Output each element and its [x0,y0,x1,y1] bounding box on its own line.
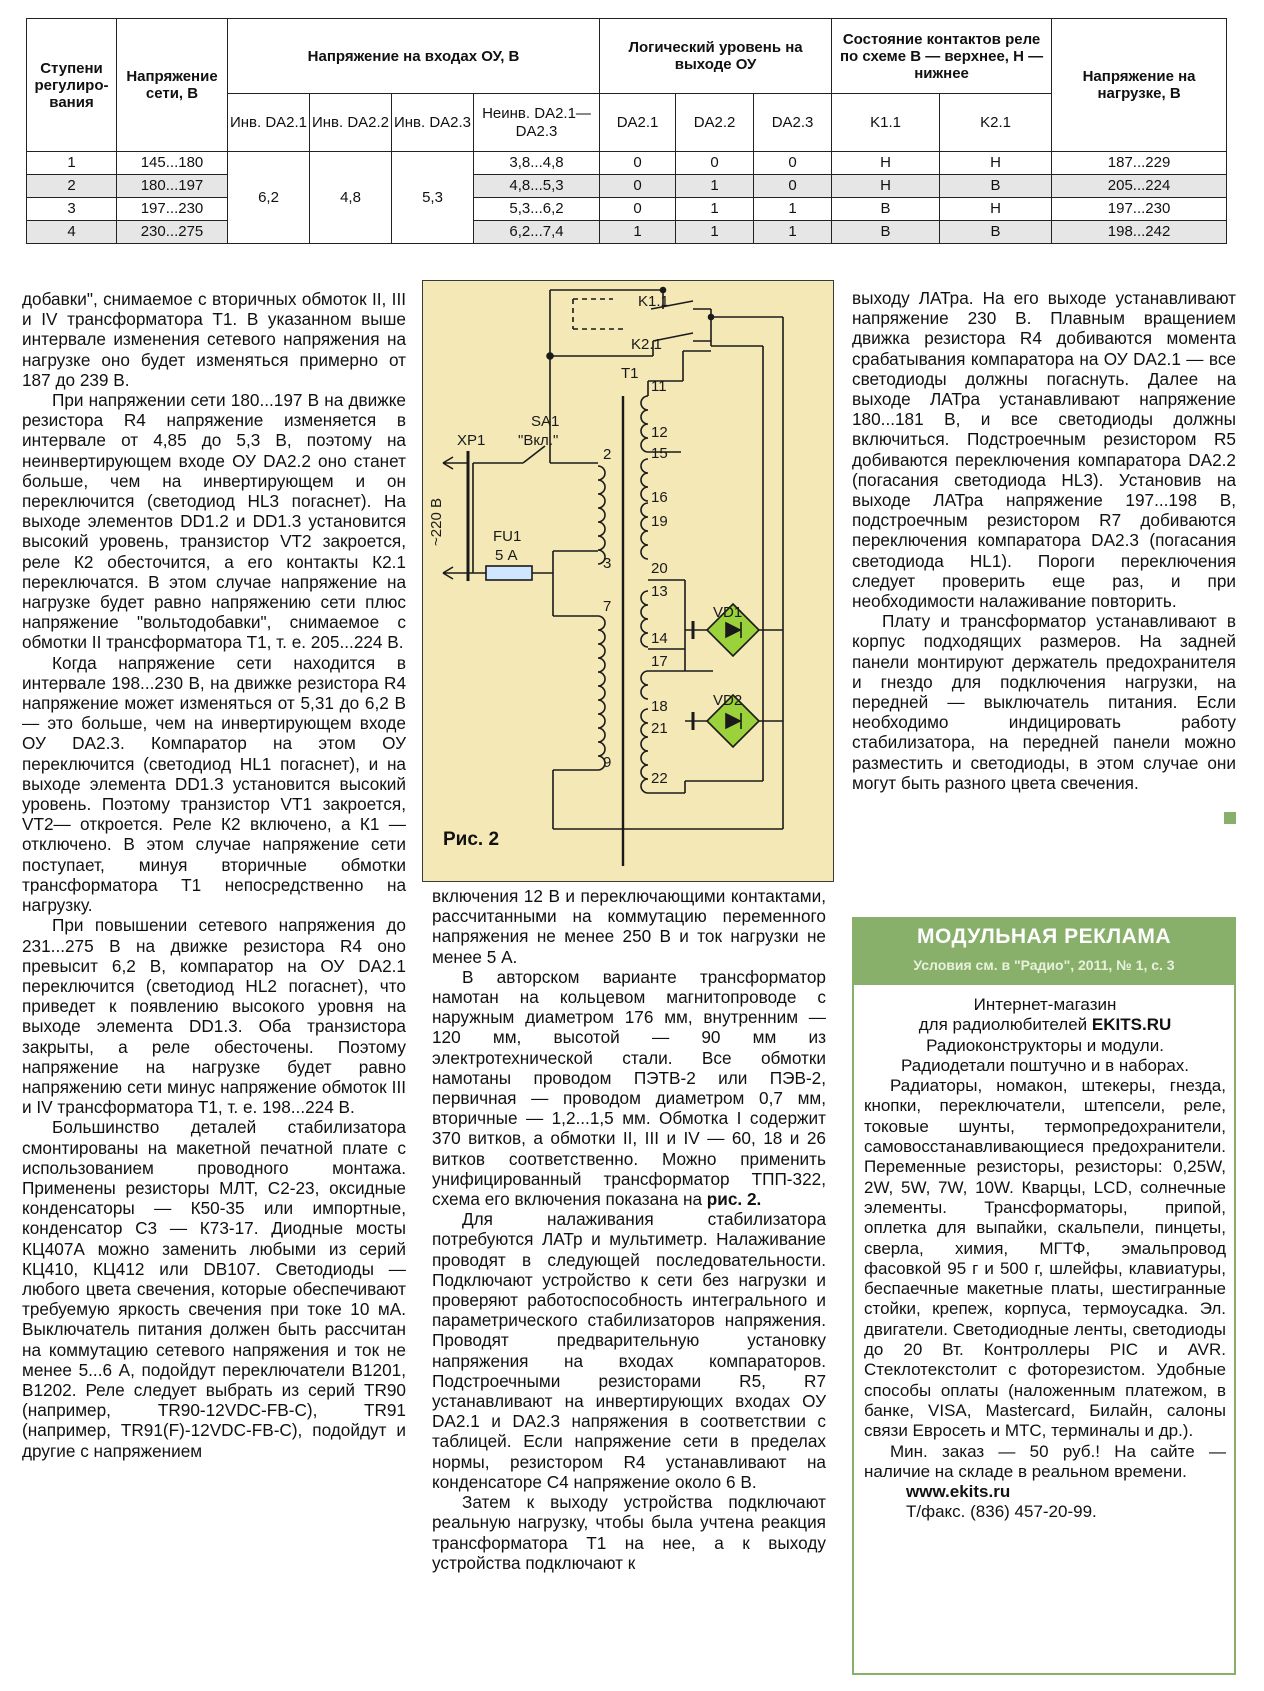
cell-mains: 180...197 [117,175,228,198]
fuse-fu1 [486,566,532,580]
ad-contacts [864,1482,1226,1502]
cell-mains: 197...230 [117,198,228,221]
figure-caption: Рис. 2 [443,829,500,850]
cell-da23: 0 [754,175,832,198]
header-contacts: Состояние контактов реле по схеме В — верхнее, Н — нижнее [832,19,1052,94]
paragraph: включения 12 В и переключающими контактами, рассчитанными на коммутацию переменного напряжения не менее 250 В и ток нагрузки не менее 5 А. [432,886,826,967]
pin-label: 13 [651,583,668,600]
cell-inv-da21: 6,2 [228,152,310,244]
ad-conditions: Условия см. в "Радио", 2011, № 1, с. 3 [913,957,1175,973]
figure-2 [422,280,834,882]
ad-line-text: для радиолюбителей [918,1015,1092,1035]
text-column-2 [432,886,826,1573]
ad-block [852,917,1236,1677]
header-load: Напряжение на нагрузке, В [1052,19,1227,152]
ad-paragraph: Радиаторы, номакон, штекеры, гнезда, кнопки, переключатели, штепсели, реле, токовые шунты, термопредохранители, самовосстанавливающиеся предохранители. Переменные резисторы, резисторы: 0,25W, 2W, 5W, 7W, 10W. Кварцы, LCD, солнечные элементы. Трансформаторы, припой, оплетка для выпайки, скальпели, пинцеты, сверла, химия, МГТФ, эмальпровод фасовкой 95 г и 500 г, шлейфы, клавиатуры, беспаечные макетные платы, шестигранные стойки, крепеж, корпуса, термоусадка. Эл. двигатели. Светодиодные ленты, светодиоды до 20 Вт. Контроллеры PIC и AVR. Стеклотекстолит с фоторезистом. Удобные способы оплаты (наложенным платежом, в банке, VISA, Mastercard, Билайн, салоны связи Евросеть и МТС, терминалы и др.). [864,1076,1226,1441]
paragraph [432,967,826,1209]
paragraph: Затем к выходу устройства подключают реальную нагрузку, чтобы была учтена реакция трансформатора Т1 на нее, а к выходу устройства подключают к [432,1492,826,1573]
ad-line: Радиодетали поштучно и в наборах. [900,1055,1190,1075]
plug-arrow [443,567,468,579]
winding-15-16 [641,459,648,501]
cell-k11: В [832,221,940,244]
subheader-inv-da23: Инв. DA2.3 [392,94,474,152]
label-t1: T1 [621,365,639,382]
label-vd1: VD1 [713,604,743,621]
subheader-da21: DA2.1 [600,94,676,152]
ad-phone: Т/факс. (836) 457-20-99. [906,1502,1097,1522]
cell-load: 187...229 [1052,152,1227,175]
paragraph: Большинство деталей стабилизатора смонтированы на макетной печатной плате с использованием проводного монтажа. Применены резисторы МЛТ, С2-23, оксидные конденсаторы — К50-35 или импортные, конденсатор С3 — К73-17. Диодные мосты КЦ407А можно заменить любыми из серий КЦ410, КЦ412 или DB107. Светодиоды — любого цвета свечения, которые обеспечивают требуемую яркость свечения при токе 10 мА. Выключатель питания должен быть рассчитан на коммутацию сетевого напряжения и ток не менее 5...6 А, подойдут переключатели B1201, B1202. Реле следует выбрать из серий TR90 (например, TR90-12VDC-FB-C), TR91 (например, TR91(F)-12VDC-FB-C), подойдут и другие с напряжением [22,1117,406,1461]
pin-label: 14 [651,630,668,647]
pin-label: 7 [603,598,612,615]
cell-da22: 1 [676,198,754,221]
cell-inv-da23: 5,3 [392,152,474,244]
ad-line: Интернет-магазин [973,995,1117,1014]
cell-da21: 0 [600,152,676,175]
ad-site-link[interactable]: www.ekits.ru [906,1482,1011,1502]
cell-k11: Н [832,152,940,175]
pin-label: 22 [651,770,668,787]
winding-21-22 [641,709,648,793]
cell-k21: В [940,175,1052,198]
junction-dot [709,315,714,320]
circuit-diagram [423,281,833,881]
cell-inv-da22: 4,8 [310,152,392,244]
header-stage: Ступени регулиро-вания [27,19,117,152]
cell-mains: 230...275 [117,221,228,244]
pin-label: 16 [651,489,668,506]
table-row [27,198,1227,221]
cell-k21: Н [940,152,1052,175]
subheader-noninv: Неинв. DA2.1— DA2.3 [474,94,600,152]
cell-da21: 0 [600,198,676,221]
winding-13-14 [641,591,648,647]
label-xp1: XP1 [457,432,486,449]
cell-da22: 0 [676,152,754,175]
table-row [27,221,1227,244]
cell-noninv: 3,8...4,8 [474,152,600,175]
paragraph: Плату и трансформатор устанавливают в корпус подходящих размеров. На задней панели монтируют держатель предохранителя и гнездо для подключения нагрузки, на передней — выключатель питания. Если необходимо индицировать работу стабилизатора, на передней панели можно разместить и светодиоды, в этом случае они могут быть разного цвета свечения. [852,611,1236,793]
ad-header [852,917,1236,985]
cell-noninv: 5,3...6,2 [474,198,600,221]
subheader-da22: DA2.2 [676,94,754,152]
pin-label: 9 [603,754,612,771]
cell-stage: 4 [27,221,117,244]
table-row [27,175,1227,198]
pin-label: 2 [603,446,612,463]
header-logic: Логический уровень на выходе ОУ [600,19,832,94]
paragraph: Для налаживания стабилизатора потребуются ЛАТр и мультиметр. Налаживание проводят в следующей последовательности. Подключают устройство к сети без нагрузки и проверяют работоспособность интегрального и параметрического стабилизаторов напряжения. Проводят предварительную установку напряжения на входах компараторов. Подстроечными резисторами R5, R7 устанавливают на инвертирующих входах ОУ DA2.1 и DA2.3 напряжения в соответствии с таблицей. Если напряжение сети в пределах нормы, резистором R4 устанавливают на конденсаторе С4 напряжение около 6 В. [432,1209,826,1492]
cell-load: 198...242 [1052,221,1227,244]
text-column-3 [852,288,1236,793]
pin-label: 3 [603,555,612,572]
cell-k11: Н [832,175,940,198]
ad-line: Радиоконструкторы и модули. [926,1035,1164,1055]
label-fu-rating: 5 А [495,547,518,564]
table-row [27,152,1227,175]
paragraph: При повышении сетевого напряжения до 231...275 В на движке резистора R4 оно превысит 6,2 В, компаратор на ОУ DA2.1 переключится (светодиод HL2 погаснет), что приведет к появлению высокого уровня на выходе элемента DD1.3. Оба транзистора закрыты, а реле обесточены. Поэтому напряжение на нагрузке будет равно напряжению сети минус напряжение обмоток III и IV трансформатора Т1, т. е. 198...224 В. [22,915,406,1118]
cell-da22: 1 [676,175,754,198]
cell-stage: 3 [27,198,117,221]
header-mains: Напряжение сети, В [117,19,228,152]
text-column-1 [22,289,406,1461]
figure-reference: рис. 2. [706,1189,762,1210]
label-sa1: SA1 [531,413,560,430]
cell-k21: В [940,221,1052,244]
label-220v: ~220 В [428,498,445,546]
plug-arrow [443,457,468,469]
cell-mains: 145...180 [117,152,228,175]
paragraph: добавки", снимаемое с вторичных обмоток II, III и IV трансформатора Т1. В указанном выше интервале изменения сетевого напряжения на нагрузке оно будет изменяться примерно от 187 до 239 В. [22,289,406,390]
ad-brand: EKITS.RU [1091,1015,1172,1035]
pin-label: 21 [651,720,668,737]
paragraph: выходу ЛАТра. На его выходе устанавливают напряжение 230 В. Плавным вращением движка резистора R4 добиваются момента срабатывания компаратора на ОУ DA2.1 — все светодиоды должны погаснуть. Далее на выходе ЛАТра устанавливают напряжение 180...181 В, и все светодиоды должны включиться. Подстроечным резистором R5 добиваются переключения компаратора DA2.2 (погасания светодиода HL3). Установив на выходе ЛАТра напряжение 197...198 В, подстроечным резистором R7 добиваются переключения компаратора DA2.3 (погасания светодиода HL1). Пороги переключения следует проверить еще раз, и при необходимости налаживание повторить. [852,288,1236,612]
paragraph-text: В авторском варианте трансформатор намотан на кольцевом магнитопроводе с наружным диаметром 176 мм, внутренним — 120 мм, высотой — 90 мм из электротехнической стали. Все обмотки намотаны проводом ПЭТВ-2 или ПЭВ-2, первичная — проводом диаметром 0,7 мм, вторичные — 1,2...1,5 мм. Обмотка I содержит 370 витков, а обмотки II, III и IV — 60, 18 и 26 витков соответственно. Можно применить унифицированный трансформатор ТПП-322, схема его включения показана на [432,966,826,1210]
pin-label: 18 [651,698,668,715]
label-fu1: FU1 [493,528,522,545]
winding-19-20 [641,503,648,559]
cell-k21: Н [940,198,1052,221]
cell-da22: 1 [676,221,754,244]
subheader-k11: K1.1 [832,94,940,152]
pin-label: 15 [651,445,668,462]
pin-label: 12 [651,424,668,441]
cell-noninv: 6,2...7,4 [474,221,600,244]
pin-label: 19 [651,513,668,530]
winding-primary [598,466,605,564]
cell-load: 197...230 [1052,198,1227,221]
cell-da21: 0 [600,175,676,198]
ad-title: МОДУЛЬНАЯ РЕКЛАМА [916,925,1171,948]
winding-11-12 [641,396,648,452]
ad-line [864,1015,1226,1035]
subheader-da23: DA2.3 [754,94,832,152]
subheader-inv-da22: Инв. DA2.2 [310,94,392,152]
cell-da23: 1 [754,198,832,221]
subheader-inv-da21: Инв. DA2.1 [228,94,310,152]
cell-da21: 1 [600,221,676,244]
ad-order: Мин. заказ — 50 руб.! На сайте — наличие на складе в реальном времени. [864,1441,1226,1481]
cell-noninv: 4,8...5,3 [474,175,600,198]
header-inputs: Напряжение на входах ОУ, В [228,19,600,94]
winding-7-9 [598,616,605,770]
label-vkl: "Вкл." [518,432,559,449]
pin-label: 17 [651,653,668,670]
paragraph: Когда напряжение сети находится в интервале 198...230 В, на движке резистора R4 напряжение может изменяться от 5,31 до 6,2 В — это больше, чем на инвертирующем входе ОУ DA2.3. Компаратор на этом ОУ переключится (светодиод HL1 погаснет), и на выходе элемента DD1.3 установится высокий уровень. Поэтому транзистор VT1 закроется, VT2— откроется. Реле К2 включено, а К1 — отключено. В этом случае напряжение сети поступает, минуя вторичные обмотки трансформатора Т1 непосредственно на нагрузку. [22,652,406,916]
pin-label: 20 [651,560,668,577]
paragraph: При напряжении сети 180...197 В на движке резистора R4 напряжение изменяется в интервале от 4,85 до 5,3 В, поэтому на неинвертирующем входе ОУ DA2.2 оно станет больше, чем на инвертирующем и он переключится (светодиод HL3 погаснет). На выходе элементов DD1.2 и DD1.3 установится высокий уровень, транзистор VT2 закроется, реле К2 обесточится, а его контакты К2.1 переключатся. В этом случае напряжение на нагрузке будет равно напряжению сети плюс напряжение "вольтодобавки", снимаемое с обмотки II трансформатора Т1, т. е. 205...224 В. [22,390,406,653]
winding-17-18 [641,671,648,699]
subheader-k21: K2.1 [940,94,1052,152]
regulation-table [26,18,1227,244]
cell-load: 205...224 [1052,175,1227,198]
end-marker [1224,812,1236,824]
ad-body [852,985,1236,1675]
label-k21: K2.1 [631,336,662,353]
label-k11: K1.1 [638,293,669,310]
junction-dot [661,288,666,293]
cell-stage: 2 [27,175,117,198]
cell-k11: В [832,198,940,221]
cell-da23: 0 [754,152,832,175]
pin-label: 11 [651,378,667,395]
label-vd2: VD2 [713,692,743,709]
cell-stage: 1 [27,152,117,175]
cell-da23: 1 [754,221,832,244]
